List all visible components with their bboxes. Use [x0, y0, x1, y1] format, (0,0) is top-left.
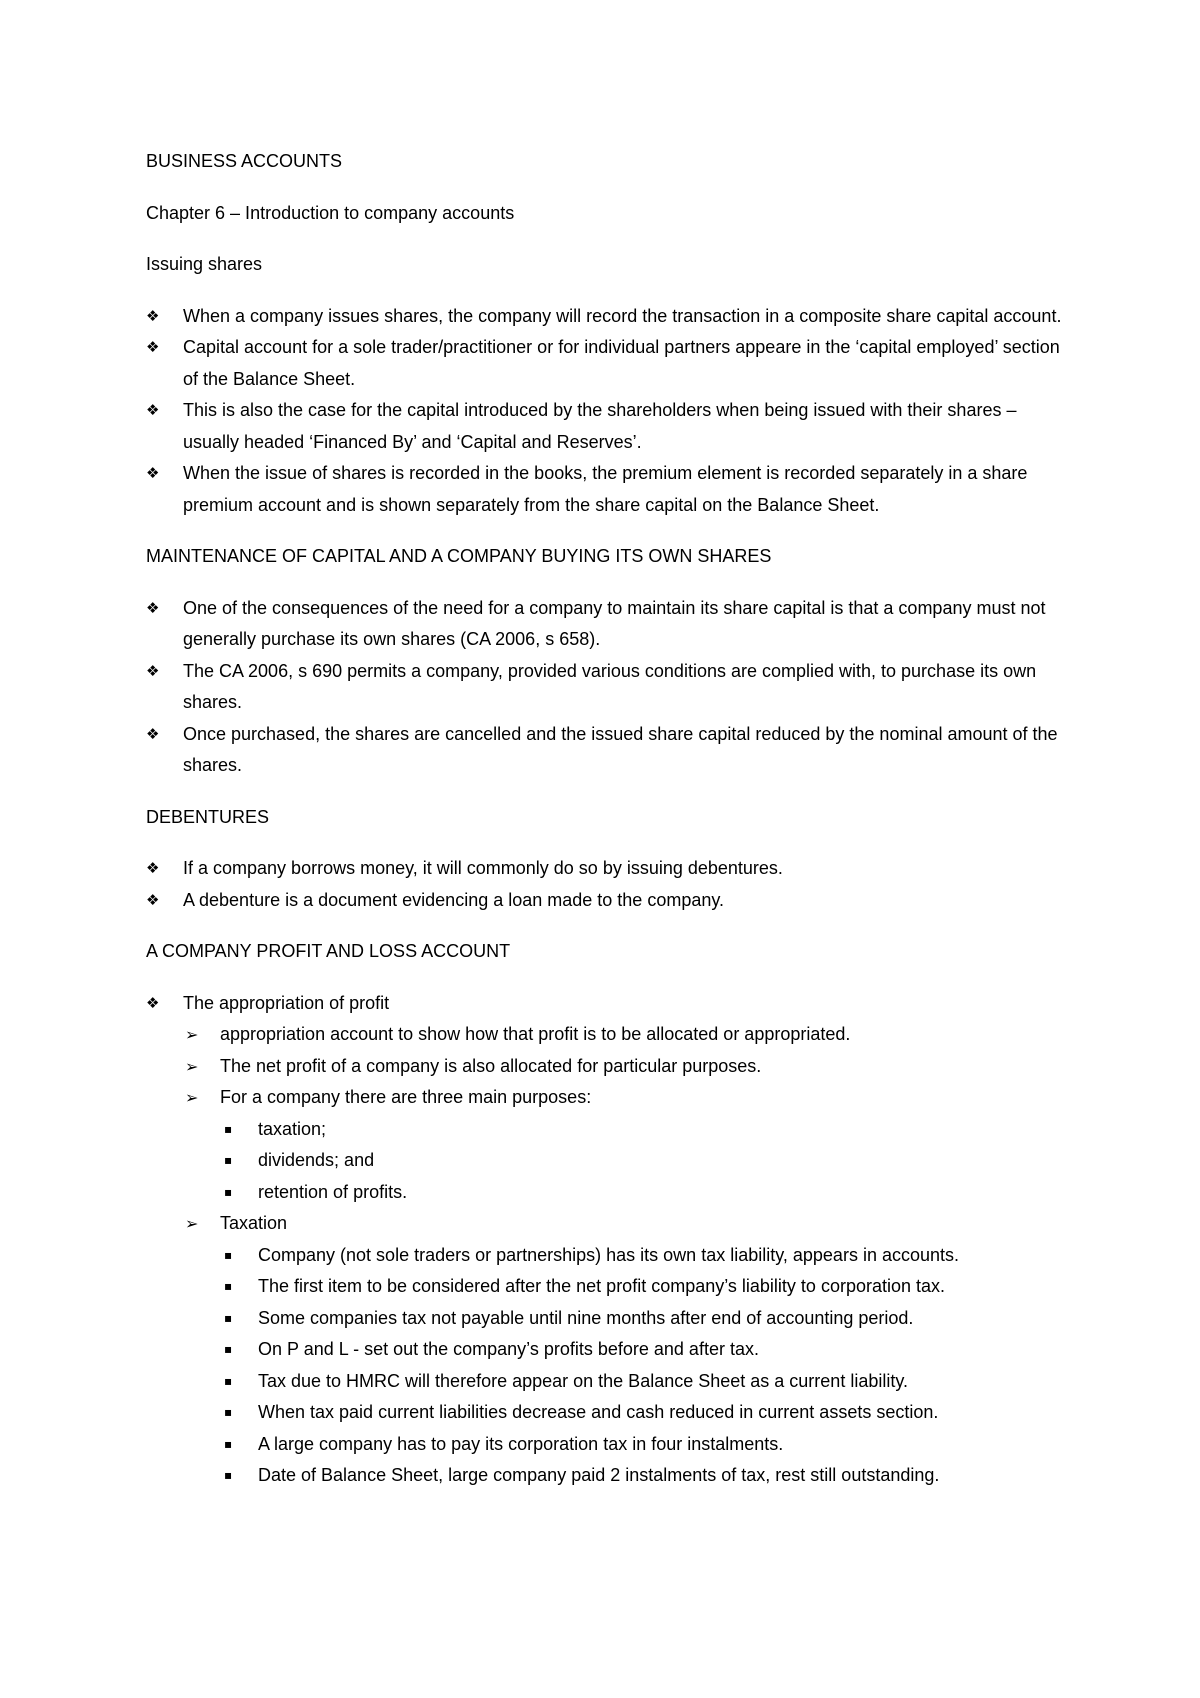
list-item: [146, 719, 1076, 782]
chapter-heading: Chapter 6 – Introduction to company accounts: [146, 202, 515, 223]
list-item: [220, 1177, 1076, 1209]
square-bullet-icon: ▪: [224, 1184, 233, 1199]
list-item: [220, 1397, 1076, 1429]
list-item-text: Once purchased, the shares are cancelled and the issued share capital reduced by the nominal amount of the shares.: [183, 723, 1058, 775]
list-item: [146, 988, 1076, 1492]
square-bullet-icon: ▪: [224, 1279, 233, 1293]
list-item-text: appropriation account to show how that profit is to be allocated or appropriated.: [220, 1024, 851, 1044]
list-item-text: Taxation: [220, 1213, 288, 1233]
list-item: [183, 1082, 1076, 1208]
list-item: [146, 853, 1076, 885]
list-item: [146, 395, 1076, 458]
list-item: [220, 1114, 1076, 1146]
square-bullet-icon: ▪: [224, 1405, 233, 1419]
section-heading-issuing-shares: Issuing shares: [146, 254, 263, 274]
arrow-bullet-icon: ➢: [185, 1088, 199, 1107]
purposes-list: [220, 1114, 1076, 1209]
list-item: [183, 1051, 1076, 1083]
list-item-text: The net profit of a company is also allocated for particular purposes.: [220, 1055, 762, 1076]
section-heading-profit-and-loss: A COMPANY PROFIT AND LOSS ACCOUNT: [146, 941, 511, 961]
taxation-list: [220, 1240, 1076, 1492]
square-bullet-icon: ▪: [224, 1310, 233, 1325]
document-title: BUSINESS ACCOUNTS: [146, 151, 343, 171]
list-item-text: A debenture is a document evidencing a loan made to the company.: [183, 889, 725, 910]
list-item-text: One of the consequences of the need for a company to maintain its share capital is that a company must not generally purchase its own shares (CA 2006, s 658).: [183, 597, 1046, 649]
list-item-text: dividends; and: [258, 1150, 375, 1170]
list-item: [220, 1303, 1076, 1335]
list-item: [146, 656, 1076, 719]
diamond-bullet-icon: ❖: [146, 661, 160, 680]
diamond-bullet-icon: ❖: [146, 401, 160, 419]
section-heading-debentures: DEBENTURES: [146, 806, 270, 827]
list-item-text: The CA 2006, s 690 permits a company, provided various conditions are complied with, to purchase its own shares.: [183, 660, 1037, 712]
square-bullet-icon: ▪: [224, 1153, 233, 1167]
diamond-bullet-icon: ❖: [146, 306, 160, 325]
list-item: [146, 301, 1076, 333]
section-heading-maintenance-of-capital: MAINTENANCE OF CAPITAL AND A COMPANY BUYING ITS OWN SHARES: [146, 546, 772, 566]
list-item: [183, 1208, 1076, 1492]
list-item: [220, 1429, 1076, 1461]
list-item-text: For a company there are three main purposes:: [220, 1087, 592, 1107]
list-item-text: Company (not sole traders or partnerships) has its own tax liability, appears in accounts.: [258, 1244, 959, 1265]
list-item-text: When the issue of shares is recorded in the books, the premium element is recorded separately in a share premium account and is shown separately from the share capital on the Balance Sheet.: [183, 463, 1028, 515]
square-bullet-icon: ▪: [224, 1436, 233, 1451]
diamond-bullet-icon: ❖: [146, 890, 160, 909]
list-item: [146, 458, 1076, 521]
profit-and-loss-list: [146, 988, 1076, 1492]
list-item-text: A large company has to pay its corporation tax in four instalments.: [258, 1433, 784, 1454]
list-item: [146, 332, 1076, 395]
maintenance-list: [146, 593, 1076, 782]
arrow-bullet-icon: ➢: [185, 1025, 199, 1044]
list-item-text: retention of profits.: [258, 1181, 408, 1202]
square-bullet-icon: ▪: [224, 1121, 233, 1136]
list-item-text: taxation;: [258, 1118, 327, 1139]
square-bullet-icon: ▪: [224, 1342, 233, 1356]
arrow-bullet-icon: ➢: [185, 1056, 199, 1076]
list-item: [220, 1271, 1076, 1303]
square-bullet-icon: ▪: [224, 1247, 233, 1262]
arrow-bullet-icon: ➢: [185, 1214, 199, 1233]
list-item: [183, 1019, 1076, 1051]
list-item: [220, 1366, 1076, 1398]
diamond-bullet-icon: ❖: [146, 859, 160, 877]
list-item: [146, 885, 1076, 917]
list-item-text: On P and L - set out the company’s profits before and after tax.: [258, 1339, 759, 1359]
list-item-text: This is also the case for the capital introduced by the shareholders when being issued with their shares – usually headed ‘Financed By’ and ‘Capital and Reserves’.: [183, 400, 1017, 452]
debentures-list: [146, 853, 1076, 916]
diamond-bullet-icon: ❖: [146, 464, 160, 482]
list-item-text: Capital account for a sole trader/practitioner or for individual partners appeare in the ‘capital employed’ section of the Balance Sheet.: [183, 337, 1060, 389]
list-item: [220, 1460, 1076, 1492]
list-item-text: When tax paid current liabilities decrease and cash reduced in current assets section.: [258, 1402, 939, 1422]
diamond-bullet-icon: ❖: [146, 598, 160, 617]
appropriation-list: [183, 1019, 1076, 1492]
diamond-bullet-icon: ❖: [146, 338, 160, 356]
list-item-text: When a company issues shares, the company will record the transaction in a composite share capital account.: [183, 305, 1062, 326]
list-item-text: Date of Balance Sheet, large company paid 2 instalments of tax, rest still outstanding.: [258, 1465, 940, 1485]
list-item-text: The first item to be considered after the net profit company’s liability to corporation tax.: [258, 1276, 946, 1296]
document-page: [146, 146, 1076, 1512]
list-item: [220, 1145, 1076, 1177]
list-item-text: Tax due to HMRC will therefore appear on the Balance Sheet as a current liability.: [258, 1370, 909, 1391]
list-item: [146, 593, 1076, 656]
square-bullet-icon: ▪: [224, 1373, 233, 1388]
list-item-text: Some companies tax not payable until nine months after end of accounting period.: [258, 1307, 914, 1328]
diamond-bullet-icon: ❖: [146, 724, 160, 743]
list-item: [220, 1240, 1076, 1272]
issuing-shares-list: [146, 301, 1076, 522]
list-item-text: If a company borrows money, it will commonly do so by issuing debentures.: [183, 858, 783, 878]
list-item: [220, 1334, 1076, 1366]
list-item-text: The appropriation of profit: [183, 992, 390, 1013]
diamond-bullet-icon: ❖: [146, 993, 160, 1012]
square-bullet-icon: ▪: [224, 1468, 233, 1482]
